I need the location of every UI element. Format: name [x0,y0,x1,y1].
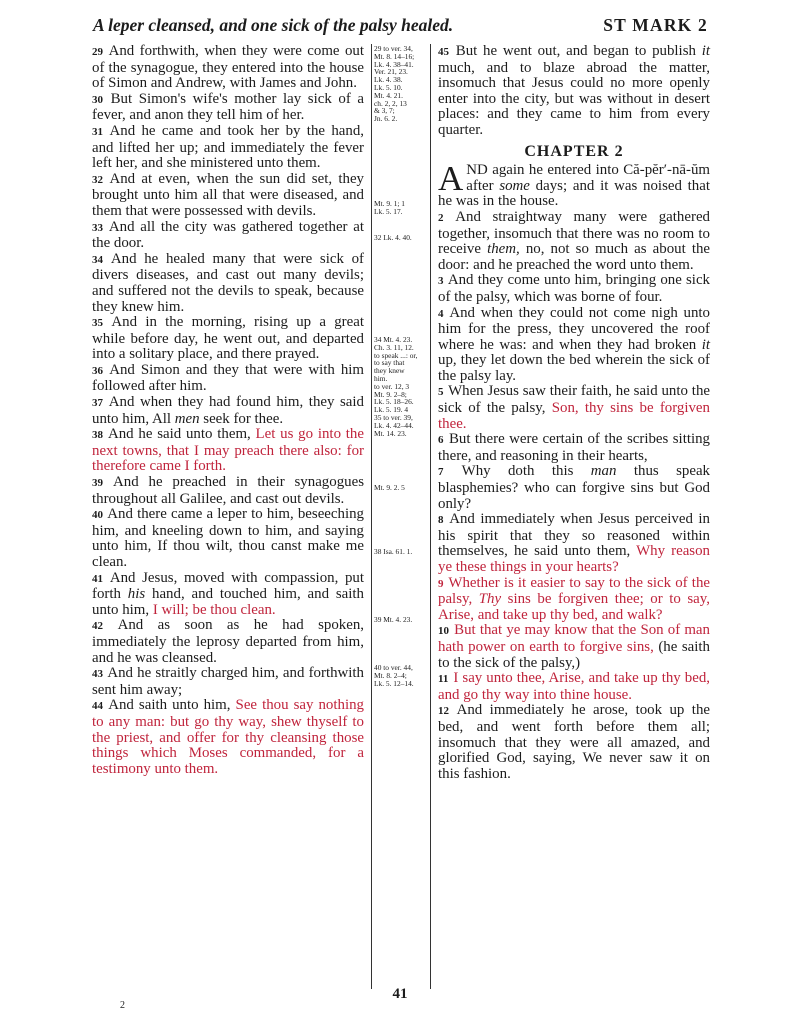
cross-reference-line: Lk. 5. 17. [374,206,403,216]
verse-number: 33 [92,221,103,234]
right-text-column [438,44,710,782]
verse-text: And saith unto him, [104,697,236,714]
verse-text: And immediately he arose, took up the bed, and went forth before them all; insomuch that they were all amazed, and glorified God, saying, We never saw it on this fashion. [438,702,710,782]
verse-text: And at even, when the sun did set, they brought unto him all that were diseased, and them that were possessed with devils. [92,170,364,219]
verse-number: 35 [92,317,103,330]
verse-number: 2 [438,211,444,224]
verse-text: And he said unto them, [104,426,256,443]
verse-text: men [174,410,200,427]
cross-reference-line: 29 to ver. 34, [374,44,413,53]
verse-number: 6 [438,434,444,447]
verse-text: ND again he entered into Că-pĕr′-nā-ŭm after [466,162,710,194]
running-book: ST MARK 2 [603,14,708,35]
verse-paragraph [438,512,710,575]
column-rule-right [430,44,431,989]
verse-number: 7 [438,466,444,479]
verse-paragraph [438,44,710,139]
verse-text: it [701,336,710,353]
verse-paragraph [438,464,710,512]
verse-text: days; and it was noised that he was in the house. [438,177,711,210]
verse-number: 44 [92,700,103,713]
chapter-heading: CHAPTER 2 [524,142,624,160]
cross-reference-line: ch. 2, 2, 13 [374,98,407,108]
cross-reference-line: Lk. 5. 10. [374,82,403,92]
signature-mark: 2 [120,1000,125,1011]
verse-paragraph [92,395,364,427]
drop-cap-letter: A [438,159,464,199]
verse-number: 3 [438,275,444,288]
cross-reference-line: 38 Isa. 61. 1. [374,547,413,556]
chapter-opening-verse [438,159,711,210]
verse-number: 34 [92,253,103,266]
page-number: 41 [392,986,408,1002]
verse-text: up, they let down the bed wherein the sick of the palsy lay. [438,352,710,384]
verse-text: them, [487,241,520,258]
cross-reference [374,484,428,492]
verse-paragraph [438,210,710,273]
verse-text: And he straitly charged him, and forthwith sent him away; [92,665,364,698]
verse-text: And he preached in their synagogues throughout all Galilee, and cast out devils. [92,474,364,507]
verse-text: And he came and took her by the hand, and lifted her up; and immediately the fever left her, and she ministered unto them. [92,122,364,172]
verse-paragraph [92,252,364,315]
red-letter-text: sins be forgiven thee; or to say, Arise, and take up thy bed, and walk? [438,591,710,623]
red-letter-text: Whether is it easier to say to the sick of the palsy, [438,574,710,608]
verse-text: some [499,177,530,194]
verse-number: 32 [92,173,103,186]
verse-text: And as soon as he had spoken, immediately the leprosy departed from him, and he was cleansed. [92,617,364,666]
verse-text: But there were certain of the scribes sitting there, and reasoning in their hearts, [438,431,710,464]
verse-paragraph [92,475,364,507]
cross-reference [374,548,428,556]
verse-text: And when they had found him, they said unto him, All [92,394,364,427]
verse-number: 5 [438,386,444,399]
verse-text: his [127,586,146,603]
right-after-chapter [438,210,710,782]
red-letter-text: Son, thy sins be forgiven thee. [438,400,710,432]
red-letter-text: Let us go into the next towns, that I may preach there also: for therefore came I forth. [92,426,364,475]
red-letter-text: See thou say nothing to any man: but go thy way, shew thyself to the priest, and offer for thy cleansing those things which Moses commanded, for a testimony unto them. [92,697,364,777]
cross-reference-line: to ver. 12, 3 [374,381,410,391]
cross-reference-line: 32 Lk. 4. 40. [374,233,412,242]
cross-reference-line: 39 Mt. 4. 23. [374,615,413,624]
verse-number: 37 [92,397,103,410]
verse-number: 31 [92,125,103,138]
verse-paragraph [92,618,364,666]
verse-paragraph [438,623,710,671]
cross-reference-line: him. [374,373,388,383]
cross-reference-line: Lk. 4. 38–41. [374,59,414,69]
cross-reference-line: Lk. 5. 18–26. [374,397,414,407]
opening-text [438,159,711,210]
verse-text: hand, and touched him, and saith unto him, [92,586,364,618]
verse-text: it [701,43,710,59]
column-rule-left [371,44,372,989]
verse-number: 36 [92,364,103,377]
verse-paragraph [92,666,364,698]
verse-text: thus speak blasphemies? who can forgive sins but God only? [438,463,710,512]
cross-reference-line: Ver. 21, 23. [374,67,408,77]
cross-reference [374,616,428,624]
cross-reference-line: Lk. 5. 12–14. [374,678,414,688]
verse-text: And there came a leper to him, beseeching him, and kneeling down to him, and saying unto him, If thou wilt, thou canst make me clean. [92,506,364,570]
verse-number: 38 [92,429,103,442]
verse-text: When Jesus saw their faith, he said unto the sick of the palsy, [438,383,710,417]
verse-number: 4 [438,307,444,320]
verse-number: 9 [438,577,444,590]
cross-reference-line: Mt. 8. 2–4; [374,670,407,680]
verse-paragraph [92,44,364,92]
cross-reference-line: Mt. 9. 2–8; [374,389,407,399]
cross-reference-line: they knew [374,366,405,376]
left-text-column [92,44,364,777]
verse-text: And when they could not come nigh unto him for the press, they uncovered the roof where he was: and when they had broken [438,304,710,353]
cross-reference-column [374,44,428,984]
red-letter-text: I say unto thee, Arise, and take up thy bed, and go thy way into thine house. [438,670,710,703]
cross-reference-line: Lk. 4. 38. [374,75,403,85]
verse-number: 42 [92,620,103,633]
verse-number: 41 [92,572,103,585]
verse-paragraph [92,507,364,570]
cross-reference-line: Mt. 14. 23. [374,428,407,438]
verse-text: And in the morning, rising up a great while before day, he went out, and departed into a solitary place, and there prayed. [92,314,364,363]
red-letter-text: Why reason ye these things in your hearts? [438,543,710,575]
verse-number: 45 [438,46,449,58]
verse-text: no, not so much as about the door: and he preached the word unto them. [438,241,711,273]
verse-text: And Jesus, moved with compassion, put forth [92,569,364,603]
running-head [93,11,708,39]
cross-reference-line: Jn. 6. 2. [374,114,398,124]
verse-paragraph [92,427,364,475]
cross-reference-line: & 3, 7; [374,106,395,116]
verse-paragraph [438,306,710,385]
verse-paragraph [438,703,710,782]
cross-reference [374,200,428,216]
cross-reference [374,45,428,123]
verse-text: And they come unto him, bringing one sick of the palsy, which was borne of four. [438,272,710,305]
verse-text: And he healed many that were sick of divers diseases, and cast out many devils; and suffered not the devils to speak, because they knew him. [92,250,364,315]
cross-reference-line: Lk. 5. 19. 4 [374,405,409,415]
verse-text: Why doth this [444,463,591,480]
verse-paragraph [92,698,364,777]
verse-text: And immediately when Jesus perceived in his spirit that they so reasoned within themselves, he said unto them, [438,511,710,560]
cross-reference [374,336,428,437]
verse-text: (he saith to the sick of the palsy,) [438,638,710,671]
verse-number: 10 [438,625,449,638]
cross-reference-line: Ch. 3. 11, 12. [374,342,414,352]
verse-number: 30 [92,93,103,106]
verse-text: seek for thee. [199,410,284,427]
verse-paragraph [92,172,364,220]
verse-paragraph [438,384,710,432]
verse-text: But Simon's wife's mother lay sick of a fever, and anon they tell him of her. [92,90,364,124]
cross-reference-line: 34 Mt. 4. 23. [374,335,413,344]
verse-paragraph [438,576,710,624]
cross-reference [374,234,428,242]
verse-text: And forthwith, when they were come out of the synagogue, they entered into the house of Simon and Andrew, with James and John. [92,43,364,92]
verse-text: And all the city was gathered together at the door. [92,218,364,252]
verse-paragraph [438,273,710,305]
verse-text: much, and to blaze abroad the matter, insomuch that Jesus could no more openly enter into the city, but was without in desert places: and they came to him from every quarter. [438,59,710,138]
right-before-chapter [438,44,710,139]
cross-reference-line: Mt. 8. 14–16; [374,51,415,61]
verse-paragraph [438,432,710,464]
cross-reference-line: Lk. 4. 42–44. [374,420,414,430]
running-title: A leper cleansed, and one sick of the palsy healed. [93,14,454,35]
verse-number: 8 [438,514,444,527]
verse-number: 12 [438,705,449,718]
verse-paragraph [92,315,364,363]
cross-reference [374,664,428,687]
cross-reference-line: 40 to ver. 44, [374,663,413,672]
red-letter-text: I will; be thou clean. [152,601,276,618]
cross-reference-line: 35 to ver. 39, [374,412,413,422]
verse-text: And straightway many were gathered together, insomuch that there was no room to receive [438,208,710,258]
verse-number: 29 [92,46,103,58]
verse-paragraph [92,124,364,172]
verse-paragraph [92,220,364,252]
cross-reference-line: Mt. 9. 2. 5 [374,483,405,492]
verse-paragraph [92,363,364,395]
verse-paragraph [92,92,364,124]
verse-text: But he went out, and began to publish [450,43,702,59]
cross-reference-line: Mt. 9. 1; 1 [374,199,406,208]
verse-number: 11 [438,673,449,686]
cross-reference-line: to speak ...: or, [374,350,418,360]
cross-reference-line: to say that [374,358,405,368]
verse-paragraph [438,671,710,703]
verse-paragraph [92,571,364,619]
verse-number: 40 [92,509,103,522]
verse-number: 39 [92,477,103,490]
cross-reference-line: Mt. 4. 21. [374,90,403,100]
verse-text: man [590,463,617,480]
red-letter-text: Thy [478,591,502,608]
verse-text: And Simon and they that were with him followed after him. [92,361,364,395]
verse-number: 43 [92,668,103,681]
red-letter-text: But that ye may know that the Son of man hath power on earth to forgive sins, [438,622,710,655]
